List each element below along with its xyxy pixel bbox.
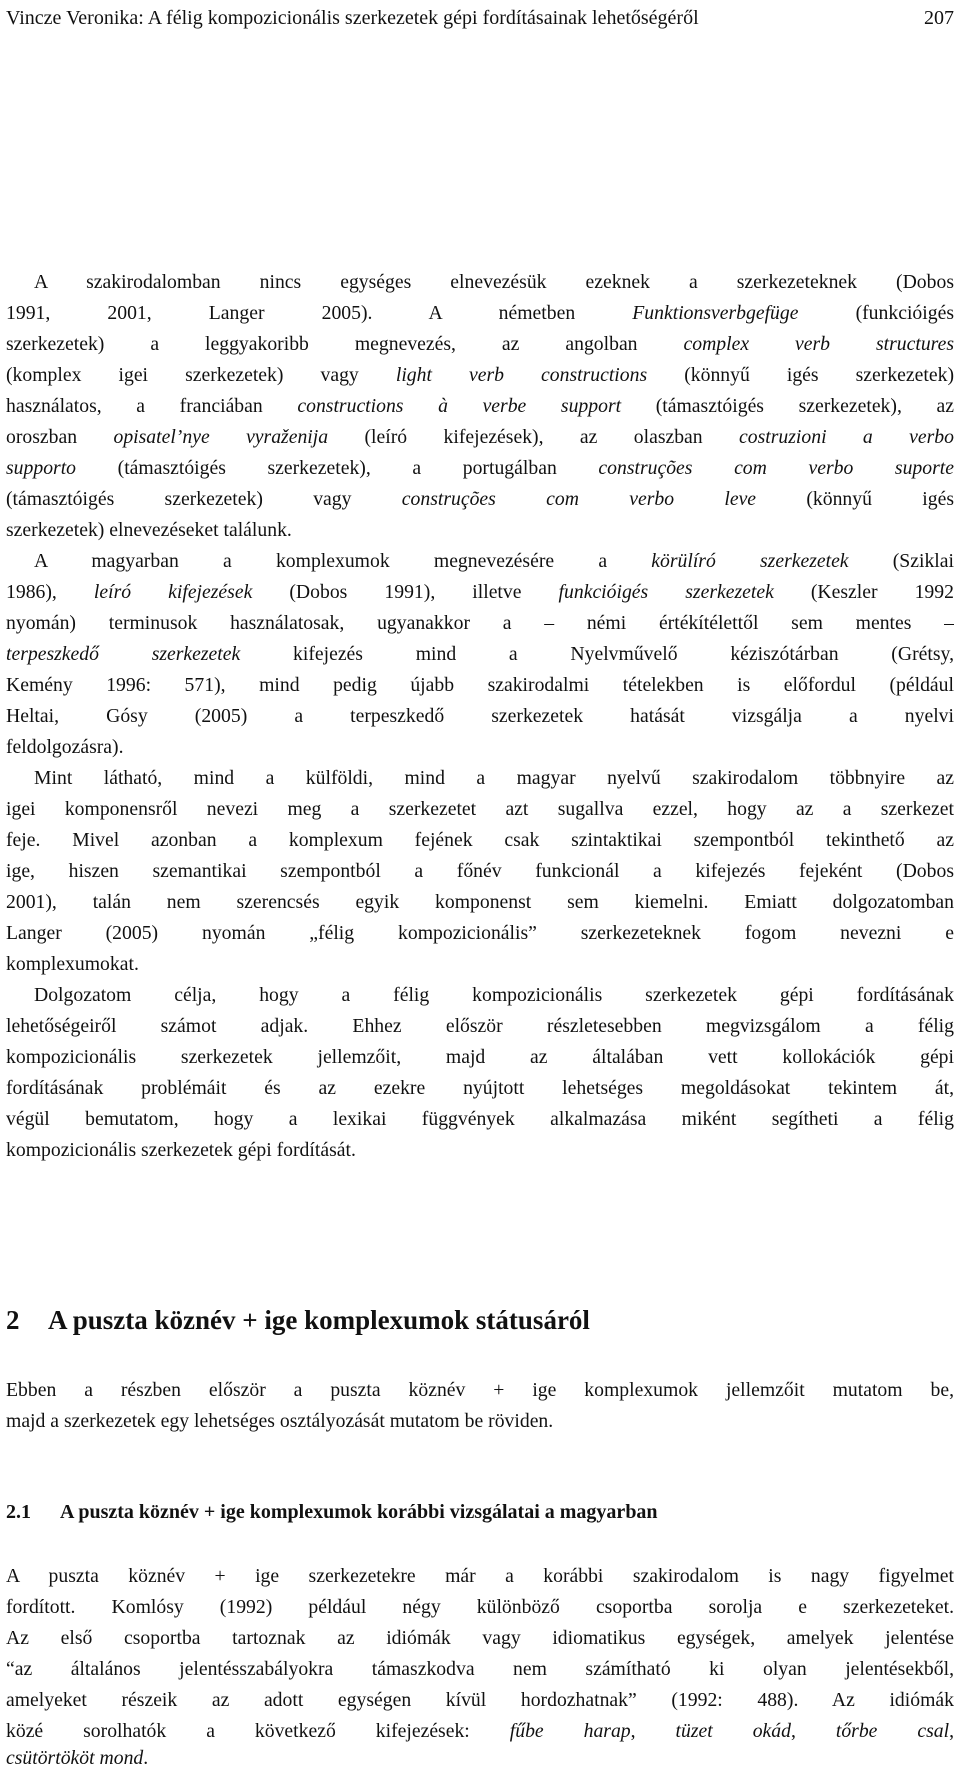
paragraph-line: Mint látható, mind a külföldi, mind a magyar nyelvű szakirodalom többnyire az — [34, 767, 954, 789]
paragraph-line: A szakirodalomban nincs egységes elnevezésük ezeknek a szerkezeteknek (Dobos — [34, 271, 954, 293]
running-header — [6, 2, 954, 34]
paragraph-line: feje. Mivel azonban a komplexum fejének csak szintaktikai szempontból tekinthető az — [6, 829, 954, 851]
paragraph-line: lehetőségeiről számot adjak. Ehhez először részletesebben megvizsgálom a félig — [6, 1015, 954, 1037]
paragraph-line: (komplex igei szerkezetek) vagy light verb constructions (könnyű igés szerkezetek) — [6, 364, 954, 386]
paragraph-line: majd a szerkezetek egy lehetséges osztályozását mutatom be röviden. — [6, 1410, 554, 1432]
paragraph-line: A magyarban a komplexumok megnevezésére a körülíró szerkezetek (Sziklai — [34, 550, 954, 572]
paragraph-line: oroszban opisatel’nye vyraženija (leíró kifejezések), az olaszban costruzioni a verbo — [6, 426, 954, 448]
paragraph-line: 1991, 2001, Langer 2005). A németben Funktionsverbgefüge (funkcióigés — [6, 302, 954, 324]
paragraph-line: fordításának problémáit és az ezekre nyújtott lehetséges megoldásokat tekintem át, — [6, 1077, 954, 1099]
paragraph-line: használatos, a franciában constructions à verbe support (támasztóigés szerkezetek), az — [6, 395, 954, 417]
paragraph-line: feldolgozásra). — [6, 736, 124, 758]
paragraph-line: fordított. Komlósy (1992) például négy különböző csoportba sorolja e szerkezeteket. — [6, 1596, 954, 1618]
paragraph-line: Ebben a részben először a puszta köznév + ige komplexumok jellemzőit mutatom be, — [6, 1379, 954, 1401]
paragraph-line: Heltai, Gósy (2005) a terpeszkedő szerkezetek hatását vizsgálja a nyelvi — [6, 705, 954, 727]
paragraph-line: 2001), talán nem szerencsés egyik komponenst sem kiemelni. Emiatt dolgozatomban — [6, 891, 954, 913]
paragraph-line: kompozicionális szerkezetek gépi fordítását. — [6, 1139, 356, 1161]
subsection-title: A puszta köznév + ige komplexumok korábbi vizsgálatai a magyarban — [60, 1501, 658, 1523]
paragraph-line: igei komponensről nevezi meg a szerkezetet azt sugallva ezzel, hogy az a szerkezet — [6, 798, 954, 820]
paragraph-line: közé sorolhatók a következő kifejezések: fűbe harap, tüzet okád, tőrbe csal, — [6, 1720, 954, 1742]
paragraph-line: A puszta köznév + ige szerkezetekre már a korábbi szakirodalom is nagy figyelmet — [6, 1565, 954, 1587]
section-title: A puszta köznév + ige komplexumok státusáról — [48, 1305, 590, 1335]
paragraph-line: szerkezetek) elnevezéseket találunk. — [6, 519, 292, 541]
subsection-number: 2.1 — [6, 1501, 31, 1523]
paragraph-line: 1986), leíró kifejezések (Dobos 1991), illetve funkcióigés szerkezetek (Keszler 1992 — [6, 581, 954, 603]
paragraph-line: “az általános jelentésszabályokra támaszkodva nem számítható ki olyan jelentésekből, — [6, 1658, 954, 1680]
paragraph-line: Az első csoportba tartoznak az idiómák vagy idiomatikus egységek, amelyek jelentése — [6, 1627, 954, 1649]
section-number: 2 — [6, 1305, 20, 1335]
paragraph-line: szerkezetek) a leggyakoribb megnevezés, az angolban complex verb structures — [6, 333, 954, 355]
header-title: Vincze Veronika: A félig kompozicionális szerkezetek gépi fordításainak lehetőségéről — [6, 7, 699, 29]
paragraph-line: Kemény 1996: 571), mind pedig újabb szakirodalmi tételekben is előfordul (például — [6, 674, 954, 696]
paragraph-line: (támasztóigés szerkezetek) vagy construções com verbo leve (könnyű igés — [6, 488, 954, 510]
paragraph-line: terpeszkedő szerkezetek kifejezés mind a Nyelvművelő kéziszótárban (Grétsy, — [6, 643, 954, 665]
paragraph-line: amelyeket részeik az adott egységen kívül hordozhatnak” (1992: 488). Az idiómák — [6, 1689, 954, 1711]
paragraph-line: Dolgozatom célja, hogy a félig kompozicionális szerkezetek gépi fordításának — [34, 984, 954, 1006]
paragraph-line: komplexumokat. — [6, 953, 139, 975]
paragraph-line: nyomán) terminusok használatosak, ugyanakkor a – némi értékítélettől sem mentes – — [6, 612, 954, 634]
paragraph-line: kompozicionális szerkezetek jellemzőit, majd az általában vett kollokációk gépi — [6, 1046, 954, 1068]
paragraph-line: supporto (támasztóigés szerkezetek), a portugálban construções com verbo suporte — [6, 457, 954, 479]
paragraph-line: csütörtököt mond. — [6, 1747, 149, 1769]
subsection-heading — [6, 1496, 658, 1528]
paragraph-line: Langer (2005) nyomán „félig kompozicionális” szerkezeteknek fogom nevezni e — [6, 922, 954, 944]
page-number: 207 — [924, 7, 954, 29]
paragraph-line: végül bemutatom, hogy a lexikai függvények alkalmazása miként segítheti a félig — [6, 1108, 954, 1130]
paragraph-line: ige, hiszen szemantikai szempontból a főnév funkcionál a kifejezés fejeként (Dobos — [6, 860, 954, 882]
section-heading — [6, 1302, 590, 1338]
